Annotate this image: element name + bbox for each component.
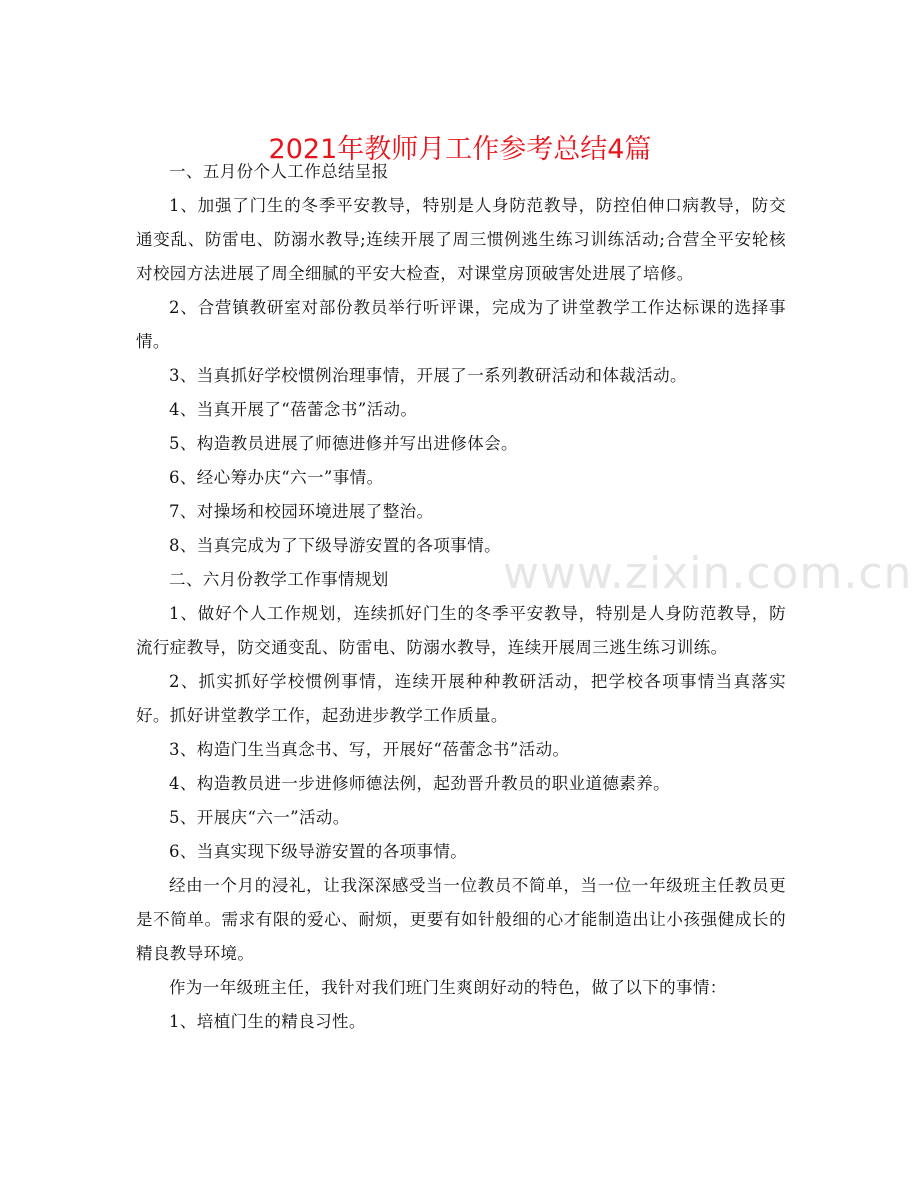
paragraph: 5、开展庆“六一”活动。 <box>169 808 350 827</box>
paragraph: 4、构造教员进一步进修师德法例，起劲晋升教员的职业道德素养。 <box>169 774 670 793</box>
watermark: www.zixin.com.cn <box>503 548 913 599</box>
document-title: 2021年教师月工作参考总结4篇 <box>268 134 652 166</box>
paragraph: 作为一年级班主任，我针对我们班门生爽朗好动的特色，做了以下的事情： <box>169 978 727 997</box>
paragraph: 3、构造门生当真念书、写，开展好“蓓蕾念书”活动。 <box>169 740 570 759</box>
paragraph: 7、对操场和校园环境进展了整治。 <box>169 502 434 521</box>
paragraph: 1、培植门生的精良习性。 <box>169 1012 366 1031</box>
section-heading-june: 二、六月份教学工作事情规划 <box>169 570 389 589</box>
paragraph: 1、做好个人工作规划，连续抓好门生的冬季平安教导，特别是人身防范教导，防流行症教导，防交通变乱、防雷电、防溺水教导，连续开展周三逃生练习训练。 <box>136 604 786 657</box>
paragraph: 1、加强了门生的冬季平安教导，特别是人身防范教导，防控伯伸口病教导，防交通变乱、防雷电、防溺水教导;连续开展了周三惯例逃生练习训练活动;合营全平安轮核对校园方法进展了周全细腻的平安大检查，对课堂房顶破害处进展了培修。 <box>136 196 786 283</box>
paragraph: 8、当真完成为了下级导游安置的各项事情。 <box>169 536 501 555</box>
paragraph: 5、构造教员进展了师德进修并写出进修体会。 <box>169 434 518 453</box>
paragraph: 6、经心筹办庆“六一”事情。 <box>169 468 384 487</box>
paragraph: 2、合营镇教研室对部份教员举行听评课，完成为了讲堂教学工作达标课的选择事情。 <box>136 298 786 351</box>
paragraph: 经由一个月的浸礼，让我深深感受当一位教员不简单，当一位一年级班主任教员更是不简单。需求有限的爱心、耐烦，更要有如针般细的心才能制造出让小孩强健成长的精良教导环境。 <box>136 876 786 963</box>
paragraph: 3、当真抓好学校惯例治理事情，开展了一系列教研活动和体裁活动。 <box>169 366 687 385</box>
paragraph: 4、当真开展了“蓓蕾念书”活动。 <box>169 400 418 419</box>
paragraph: 6、当真实现下级导游安置的各项事情。 <box>169 842 468 861</box>
paragraph: 2、抓实抓好学校惯例事情，连续开展种种教研活动，把学校各项事情当真落实好。抓好讲堂教学工作，起劲进步教学工作质量。 <box>136 672 786 725</box>
section-heading-may: 一、五月份个人工作总结呈报 <box>169 162 389 181</box>
